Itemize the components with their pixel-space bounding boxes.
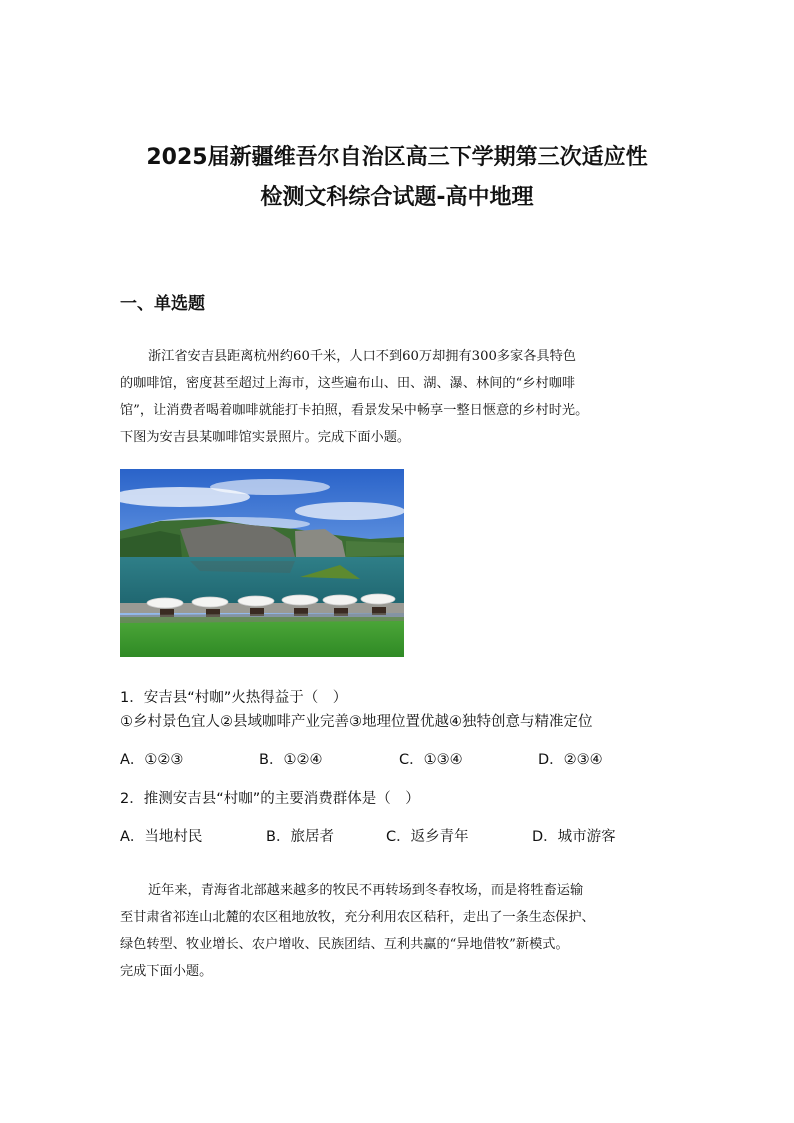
option-c[interactable]: C．返乡青年 bbox=[386, 829, 469, 845]
option-d[interactable]: D．城市游客 bbox=[532, 829, 616, 845]
document-title-line-1: 2025届新疆维吾尔自治区高三下学期第三次适应性 bbox=[146, 145, 648, 170]
question-2-stem: 2．推测安吉县“村咖”的主要消费群体是（ ） bbox=[120, 791, 420, 807]
option-a[interactable]: A．当地村民 bbox=[120, 829, 203, 845]
passage-1 bbox=[120, 343, 685, 451]
question-1-stem: 1．安吉县“村咖”火热得益于（ ） bbox=[120, 690, 348, 706]
passage-2 bbox=[120, 877, 685, 985]
question-1-items: ①乡村景色宜人②县域咖啡产业完善③地理位置优越④独特创意与精准定位 bbox=[120, 714, 593, 730]
passage-line: 完成下面小题。 bbox=[120, 964, 213, 979]
option-d[interactable]: D．②③④ bbox=[538, 752, 603, 768]
section-heading: 一、单选题 bbox=[120, 294, 205, 314]
lake-landscape-illustration bbox=[120, 469, 404, 657]
option-b[interactable]: B．旅居者 bbox=[266, 829, 334, 845]
question-1-options bbox=[120, 747, 720, 773]
option-a[interactable]: A．①②③ bbox=[120, 752, 184, 768]
option-b[interactable]: B．①②④ bbox=[259, 752, 323, 768]
document-title-line-2: 检测文科综合试题-高中地理 bbox=[260, 185, 534, 210]
passage-line: 近年来，青海省北部越来越多的牧民不再转场到冬春牧场，而是将牲畜运输 bbox=[148, 883, 584, 898]
passage-line: 至甘肃省祁连山北麓的农区租地放牧，充分利用农区秸秆，走出了一条生态保护、 bbox=[120, 910, 595, 925]
passage-line: 浙江省安吉县距离杭州约60千米，人口不到60万却拥有300多家各具特色 bbox=[148, 349, 576, 364]
passage-line: 下图为安吉县某咖啡馆实景照片。完成下面小题。 bbox=[120, 430, 411, 445]
passage-line: 馆”，让消费者喝着咖啡就能打卡拍照，看景发呆中畅享一整日惬意的乡村时光。 bbox=[120, 403, 589, 418]
passage-line: 的咖啡馆，密度甚至超过上海市，这些遍布山、田、湖、瀑、林间的“乡村咖啡 bbox=[120, 376, 576, 391]
passage-line: 绿色转型、牧业增长、农户增收、民族团结、互利共赢的“异地借牧”新模式。 bbox=[120, 937, 569, 952]
question-2-options bbox=[120, 824, 720, 850]
cafe-scenery-photo bbox=[120, 469, 404, 657]
option-c[interactable]: C．①③④ bbox=[399, 752, 463, 768]
